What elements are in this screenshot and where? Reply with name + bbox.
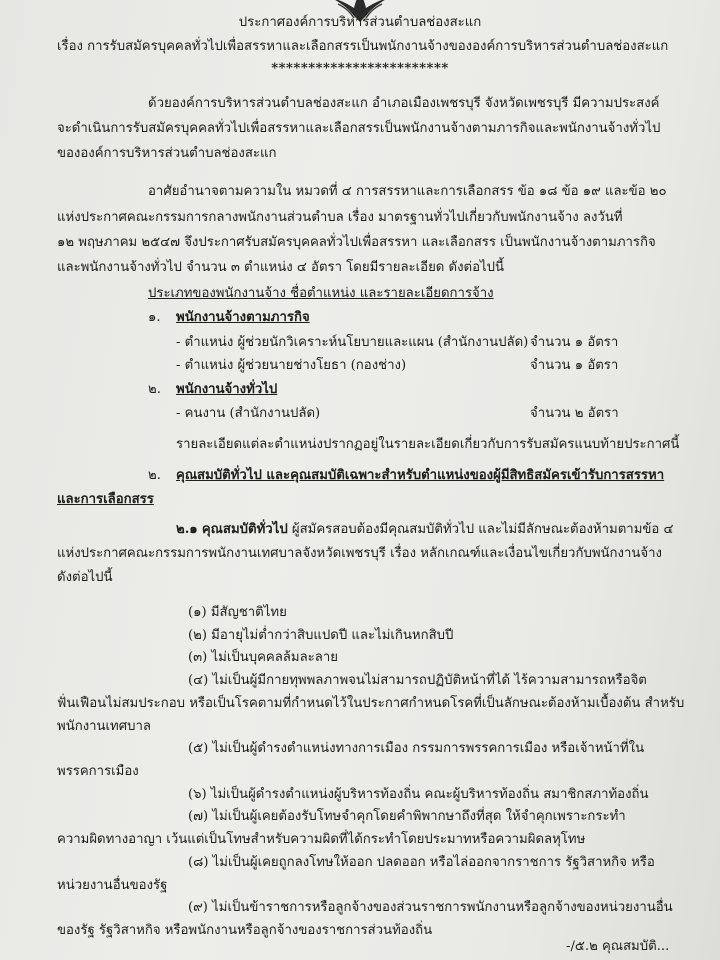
group1-title: พนักงานจ้างตามภารกิจ	[176, 310, 310, 325]
qualification-item-continued: ของรัฐ รัฐวิสาหกิจ หรือพนักงานหรือลูกจ้างของราชการส่วนท้องถิ่น	[57, 923, 433, 938]
qualification-item-continued: พนักงานเทศบาล	[57, 718, 151, 734]
section2-heading-line-1: คุณสมบัติทั่วไป และคุณสมบัติเฉพาะสำหรับตำแหน่งของผู้มีสิทธิสมัครเข้ารับการสรรหา	[176, 468, 665, 483]
position-count: จำนวน ๑ อัตรา	[530, 358, 619, 373]
authority-line-4: และพนักงานจ้างทั่วไป จำนวน ๓ ตำแหน่ง ๔ อัตรา โดยมีรายละเอียด ดังต่อไปนี้	[57, 260, 505, 275]
position-name: - คนงาน (สำนักงานปลัด)	[176, 406, 321, 421]
position-row	[176, 334, 646, 352]
document-title: ประกาศองค์การบริหารส่วนตำบลช่องสะแก	[238, 15, 482, 30]
section1-heading: ประเภทของพนักงานจ้าง ชื่อตำแหน่ง และรายละเอียดการจ้าง	[148, 286, 494, 301]
intro-line-1: ด้วยองค์การบริหารส่วนตำบลช่องสะแก อำเภอเมืองเพชรบุรี จังหวัดเพชรบุรี มีความประสงค์	[148, 96, 660, 111]
section1-note: รายละเอียดแต่ละตำแหน่งปรากฏอยู่ในรายละเอียดเกี่ยวกับการรับสมัครแนบท้ายประกาศนี้	[176, 437, 680, 452]
authority-line-3: ๑๒ พฤษภาคม ๒๕๔๗ จึงประกาศรับสมัครบุคคลทั่วไปเพื่อสรรหา และเลือกสรร เป็นพนักงานจ้างตามภารกิจ	[57, 235, 656, 250]
document-subject: เรื่อง การรับสมัครบุคคลทั่วไปเพื่อสรรหาและเลือกสรรเป็นพนักงานจ้างขององค์การบริหารส่วนตำบลช่องสะแก	[57, 39, 669, 54]
intro-line-2: จะดำเนินการรับสมัครบุคคลทั่วไปเพื่อสรรหาและเลือกสรรเป็นพนักงานจ้างตามภารกิจและพนักงานจ้างทั่วไป	[57, 121, 661, 136]
qualification-item-continued: หน่วยงานอื่นของรัฐ	[57, 877, 168, 893]
qualification-item: (๘) ไม่เป็นผู้เคยถูกลงโทษให้ออก ปลดออก หรือไล่ออกจากราชการ รัฐวิสาหกิจ หรือ	[188, 854, 655, 870]
qualification-item: (๓) ไม่เป็นบุคคลล้มละลาย	[188, 650, 338, 666]
subsection-text: ผู้สมัครสอบต้องมีคุณสมบัติทั่วไป และไม่มีลักษณะต้องห้ามตามข้อ ๔	[287, 522, 674, 537]
page-continuation: -/๕.๒ คุณสมบัติ...	[566, 939, 670, 954]
position-count: จำนวน ๑ อัตรา	[530, 335, 619, 350]
qualification-item-continued: ฟั่นเฟือนไม่สมประกอบ หรือเป็นโรคตามที่กำหนดไว้ในประกาศกำหนดโรคที่เป็นลักษณะต้องห้ามเบื้องต้น สำหรับ	[57, 695, 685, 711]
qualification-item: (๔) ไม่เป็นผู้มีกายทุพพลภาพจนไม่สามารถปฏิบัติหน้าที่ได้ ไร้ความสามารถหรือจิต	[188, 673, 647, 689]
subsection-2-1-line-3: ดังต่อไปนี้	[57, 570, 113, 585]
authority-line-1: อาศัยอำนาจตามความใน หมวดที่ ๔ การสรรหาและการเลือกสรร ข้อ ๑๘ ข้อ ๑๙ และข้อ ๒๐	[148, 184, 667, 199]
subsection-title: คุณสมบัติทั่วไป	[201, 522, 288, 537]
subsection-2-1-line-2: แห่งประกาศคณะกรรมการพนักงานเทศบาลจังหวัดเพชรบุรี เรื่อง หลักเกณฑ์และเงื่อนไขเกี่ยวกับพนักงานจ้าง	[57, 546, 662, 561]
subsection-2-1-line-1	[176, 521, 674, 539]
qualification-item-continued: ความผิดทางอาญา เว้นแต่เป็นโทษสำหรับความผิดที่ได้กระทำโดยประมาทหรือความผิดลหุโทษ	[57, 832, 586, 848]
group2-title: พนักงานจ้างทั่วไป	[176, 382, 278, 397]
subsection-number: ๒.๑	[176, 522, 198, 537]
qualification-item: (๗) ไม่เป็นผู้เคยต้องรับโทษจำคุกโดยคำพิพากษาถึงที่สุด ให้จำคุกเพราะกระทำ	[188, 809, 626, 825]
position-row	[176, 357, 646, 375]
qualification-item-continued: พรรคการเมือง	[57, 764, 139, 779]
position-row	[176, 405, 646, 423]
intro-line-3: ขององค์การบริหารส่วนตำบลช่องสะแก	[57, 146, 277, 161]
separator-stars: ************************	[271, 61, 449, 76]
authority-line-2: แห่งประกาศคณะกรรมการกลางพนักงานส่วนตำบล เรื่อง มาตรฐานทั่วไปเกี่ยวกับพนักงานจ้าง ลงวันที่	[57, 210, 623, 225]
position-count: จำนวน ๒ อัตรา	[530, 406, 619, 421]
group1-number: ๑.	[148, 310, 161, 325]
position-name: - ตำแหน่ง ผู้ช่วยนายช่างโยธา (กองช่าง)	[176, 358, 407, 373]
section2-heading-line-2: และการเลือกสรร	[57, 492, 154, 507]
qualification-item: (๙) ไม่เป็นข้าราชการหรือลูกจ้างของส่วนราชการพนักงานหรือลูกจ้างของหน่วยงานอื่น	[188, 900, 673, 916]
section2-number: ๒.	[148, 468, 161, 483]
group2-number: ๒.	[148, 382, 161, 397]
position-name: - ตำแหน่ง ผู้ช่วยนักวิเคราะห์นโยบายและแผน (สำนักงานปลัด)	[176, 335, 529, 350]
qualification-item: (๒) มีอายุไม่ต่ำกว่าสิบแปดปี และไม่เกินหกสิบปี	[188, 627, 454, 643]
qualification-item: (๖) ไม่เป็นผู้ดำรงตำแหน่งผู้บริหารท้องถิ่น คณะผู้บริหารท้องถิ่น สมาชิกสภาท้องถิ่น	[188, 786, 649, 802]
qualification-item: (๑) มีสัญชาติไทย	[188, 605, 287, 620]
qualification-item: (๕) ไม่เป็นผู้ดำรงตำแหน่งทางการเมือง กรรมการพรรคการเมือง หรือเจ้าหน้าที่ใน	[188, 741, 645, 757]
